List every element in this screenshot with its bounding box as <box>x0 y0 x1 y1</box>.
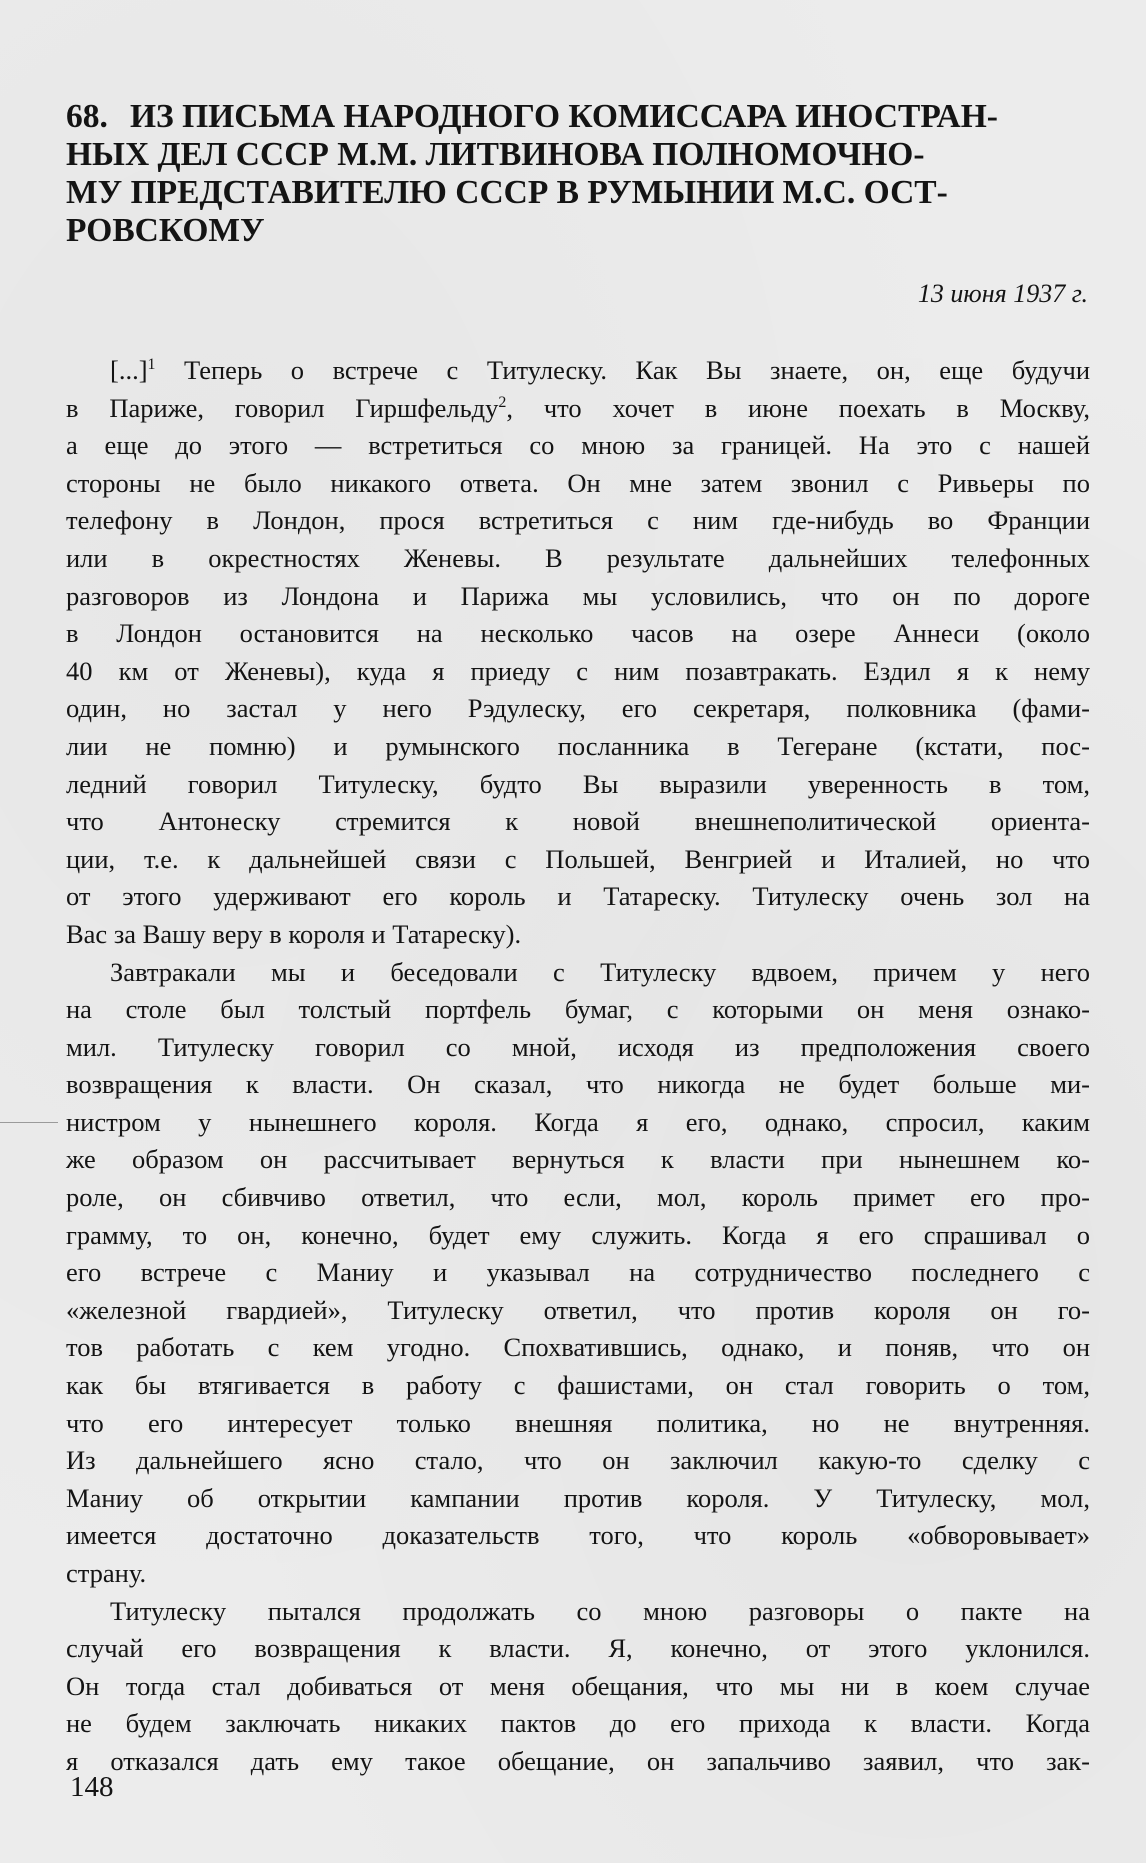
text-line: лии не помню) и румынского посланника в Тегеране (кстати, пос- <box>66 730 1090 761</box>
text-line: роле, он сбивчиво ответил, что если, мол, король примет его про- <box>66 1182 1090 1213</box>
paragraph-1-line-2: в Париже, говорил Гиршфельду$^2$, что хочет в июне поехать в Москву, <box>66 392 1090 423</box>
text-line: возвращения к власти. Он сказал, что никогда не будет больше ми- <box>66 1069 1090 1100</box>
text-line: же образом он рассчитывает вернуться к власти при нынешнем ко- <box>66 1144 1090 1175</box>
text-line: как бы втягивается в работу с фашистами, он стал говорить о том, <box>66 1370 1090 1401</box>
document-number: 68. <box>66 98 108 135</box>
document-date: 13 июня 1937 г. <box>917 279 1088 308</box>
text-line: в Лондон остановится на несколько часов на озере Аннеси (около <box>66 618 1090 649</box>
text-line: имеется достаточно доказательств того, что король «обворовывает» <box>66 1520 1090 1551</box>
text-line: 40 км от Женевы), куда я приеду с ним позавтракать. Ездил я к нему <box>66 655 1090 686</box>
text-line: грамму, то он, конечно, будет ему служить. Когда я его спрашивал о <box>66 1219 1090 1250</box>
text-line: ледний говорил Титулеску, будто Вы выразили уверенность в том, <box>66 768 1090 799</box>
text-line: Из дальнейшего ясно стало, что он заключил какую-то сделку с <box>66 1445 1090 1476</box>
text-line: мил. Титулеску говорил со мной, исходя из предположения своего <box>66 1031 1090 1062</box>
text-line: нистром у нынешнего короля. Когда я его, однако, спросил, каким <box>66 1106 1090 1137</box>
paragraph-3-line-1: Титулеску пытался продолжать со мною разговоры о пакте на <box>110 1595 1090 1626</box>
document-heading <box>66 98 1106 250</box>
page-number: 148 <box>70 1771 114 1803</box>
omission-mark: [...] <box>110 355 148 385</box>
text-line: его встрече с Маниу и указывал на сотрудничество последнего с <box>66 1257 1090 1288</box>
text-line: или в окрестностях Женевы. В результате дальнейших телефонных <box>66 542 1090 573</box>
text-line: стороны не было никакого ответа. Он мне затем звонил с Ривьеры по <box>66 467 1090 498</box>
text-line: от этого удерживают его король и Татареску. Титулеску очень зол на <box>66 881 1090 912</box>
body-text <box>66 352 1090 1781</box>
footnote-ref-1: 1 <box>147 356 156 374</box>
text-line: что его интересует только внешняя политика, но не внутренняя. <box>66 1407 1090 1438</box>
text-line: страну. <box>66 1558 147 1588</box>
footnote-ref-2: 2 <box>498 393 507 411</box>
text-line: Маниу об открытии кампании против короля. У Титулеску, мол, <box>66 1482 1090 1513</box>
heading-line-2: НЫХ ДЕЛ СССР М.М. ЛИТВИНОВА ПОЛНОМОЧНО- <box>66 136 925 173</box>
text-line: а еще до этого — встретиться со мною за границей. На это с нашей <box>66 430 1090 461</box>
heading-line-4: РОВСКОМУ <box>66 212 265 249</box>
text-line: телефону в Лондон, прося встретиться с ним где-нибудь во Франции <box>66 505 1090 536</box>
text-line: случай его возвращения к власти. Я, конечно, от этого уклонился. <box>66 1633 1090 1664</box>
text-line: Вас за Вашу веру в короля и Татареску). <box>66 918 522 949</box>
margin-mark <box>0 1122 58 1123</box>
text-line: ции, т.е. к дальнейшей связи с Польшей, Венгрией и Италией, но что <box>66 843 1090 874</box>
heading-line-3: МУ ПРЕДСТАВИТЕЛЮ СССР В РУМЫНИИ М.С. ОСТ- <box>66 174 948 211</box>
text-line: Он тогда стал добиваться от меня обещания, что мы ни в коем случае <box>66 1670 1090 1701</box>
text-line: один, но застал у него Рэдулеску, его секретаря, полковника (фами- <box>66 693 1090 724</box>
text-line: я отказался дать ему такое обещание, он запальчиво заявил, что зак- <box>66 1745 1090 1776</box>
heading-line-1: 68. ИЗ ПИСЬМА НАРОДНОГО КОМИССАРА ИНОСТРАН- <box>66 98 998 135</box>
paragraph-2-line-1: Завтракали мы и беседовали с Титулеску вдвоем, причем у него <box>110 956 1090 987</box>
text-line: не будем заключать никаких пактов до его прихода к власти. Когда <box>66 1708 1090 1739</box>
text-line: тов работать с кем угодно. Спохватившись, однако, и поняв, что он <box>66 1332 1090 1363</box>
text-line: разговоров из Лондона и Парижа мы условились, что он по дороге <box>66 580 1090 611</box>
paragraph-1-line-1: [...]$^1$ Теперь о встрече с Титулеску. Как Вы знаете, он, еще будучи <box>110 355 1090 385</box>
text-line: что Антонеску стремится к новой внешнеполитической ориента- <box>66 806 1090 837</box>
text-line: на столе был толстый портфель бумаг, с которыми он меня ознако- <box>66 994 1090 1025</box>
text-line: «железной гвардией», Титулеску ответил, что против короля он го- <box>66 1294 1090 1325</box>
